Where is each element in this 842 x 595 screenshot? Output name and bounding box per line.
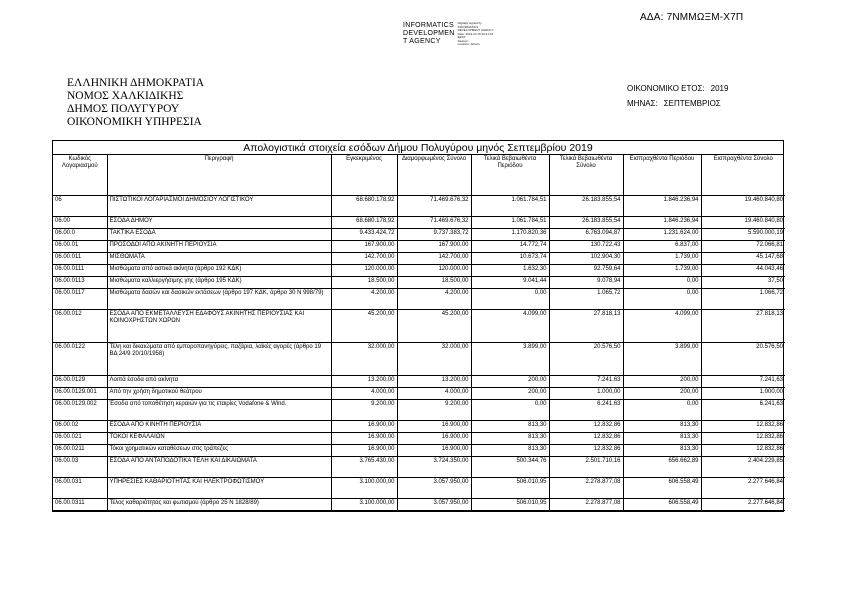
revenue-table	[53, 155, 785, 511]
certified-total-cell: 2.278.877,08	[549, 477, 623, 498]
adjusted-total-cell: 4.200,00	[397, 288, 471, 309]
column-header-certified-total: Τελικά Βεβαιωθέντα Σύνολο	[549, 155, 623, 195]
account-code-cell: 06.00.0311	[53, 498, 107, 510]
adjusted-total-cell: 32.000,00	[397, 342, 471, 375]
description-cell: ΠΡΟΣΟΔΟΙ ΑΠΟ ΑΚΙΝΗΤΗ ΠΕΡΙΟΥΣΙΑ	[107, 240, 331, 252]
approved-cell: 13.200,00	[331, 375, 397, 387]
column-header-approved: Εγκεκριμένος	[331, 155, 397, 195]
account-code-cell: 06.00.0129.001	[53, 387, 107, 399]
certified-total-cell: 1.065,72	[549, 288, 623, 309]
fiscal-year	[627, 81, 728, 96]
signature-detail-line: Date: 2019.10.15 09:21:16	[457, 31, 494, 36]
certified-period-cell: 10.673,74	[471, 252, 549, 264]
collected-total-cell: 6.241,63	[701, 399, 785, 420]
collected-period-cell: 813,30	[623, 420, 701, 432]
account-code-cell: 06.00.0	[53, 228, 107, 240]
description-cell: Μισθώματα από αστικά ακίνητα (άρθρο 192 ΚΔΚ)	[107, 264, 331, 276]
collected-total-cell: 19.460.840,80	[701, 216, 785, 228]
approved-cell: 142.700,00	[331, 252, 397, 264]
table-header-row	[53, 155, 785, 195]
certified-period-cell: 200,00	[471, 387, 549, 399]
collected-total-cell: 12.832,86	[701, 432, 785, 444]
approved-cell: 3.765.430,00	[331, 456, 397, 477]
certified-total-cell: 27.818,13	[549, 309, 623, 342]
certified-period-cell: 3.899,00	[471, 342, 549, 375]
adjusted-total-cell: 18.500,00	[397, 276, 471, 288]
approved-cell: 4.200,00	[331, 288, 397, 309]
account-code-cell: 06.00.0113	[53, 276, 107, 288]
approved-cell: 16.900,00	[331, 420, 397, 432]
description-cell: ΜΙΣΘΩΜΑΤΑ	[107, 252, 331, 264]
account-code-cell: 06.00.0122	[53, 342, 107, 375]
table-row	[53, 399, 785, 420]
table-row	[53, 309, 785, 342]
collected-total-cell: 7.241,63	[701, 375, 785, 387]
description-cell: Έσοδα από τοποθέτηση κεραιών για τις εταιρίες Vodafone & Wind.	[107, 399, 331, 420]
certified-period-cell: 1.061.784,51	[471, 195, 549, 216]
certified-total-cell: 92.759,64	[549, 264, 623, 276]
account-code-cell: 06.00.0211	[53, 444, 107, 456]
account-code-cell: 06.00.031	[53, 477, 107, 498]
certified-total-cell: 20.576,50	[549, 342, 623, 375]
column-header-collected-period: Εισπραχθέντα Περιόδου	[623, 155, 701, 195]
collected-period-cell: 200,00	[623, 387, 701, 399]
certified-total-cell: 130.722,43	[549, 240, 623, 252]
collected-period-cell: 6.837,00	[623, 240, 701, 252]
adjusted-total-cell: 45.200,00	[397, 309, 471, 342]
column-header-certified-period: Τελικά Βεβαιωθέντα Περιόδου	[471, 155, 549, 195]
approved-cell: 9.433.424,72	[331, 228, 397, 240]
collected-total-cell: 2.277.646,84	[701, 498, 785, 510]
collected-period-cell: 813,30	[623, 444, 701, 456]
column-header-collected-total: Εισπραχθέντα Σύνολο	[701, 155, 785, 195]
description-cell: ΕΣΟΔΑ ΑΠΟ ΑΝΤΑΠΟΔΟΤΙΚΑ ΤΕΛΗ ΚΑΙ ΔΙΚΑΙΩΜΑΤΑ	[107, 456, 331, 477]
adjusted-total-cell: 71.469.676,32	[397, 216, 471, 228]
adjusted-total-cell: 4.000,00	[397, 387, 471, 399]
table-row	[53, 498, 785, 510]
account-code-cell: 06.00.03	[53, 456, 107, 477]
column-header-account-code: Κωδικός Λογαριασμού	[53, 155, 107, 195]
table-row	[53, 228, 785, 240]
adjusted-total-cell: 9.737.383,72	[397, 228, 471, 240]
table-row	[53, 264, 785, 276]
adjusted-total-cell: 167.900,00	[397, 240, 471, 252]
table-row	[53, 240, 785, 252]
report-meta	[627, 81, 728, 111]
adjusted-total-cell: 3.724.350,00	[397, 456, 471, 477]
collected-total-cell: 12.832,86	[701, 420, 785, 432]
collected-total-cell: 2.277.646,84	[701, 477, 785, 498]
signature-detail-line: INFORMATICS	[457, 24, 479, 29]
description-cell: ΕΣΟΔΑ ΑΠΟ ΕΚΜΕΤΑΛΛΕΥΣΗ ΕΔΑΦΟΥΣ ΑΚΙΝΗΤΗΣ ΠΕΡΙΟΥΣΙΑΣ ΚΑΙ ΚΟΙΝΟΧΡΗΣΤΩΝ ΧΩΡΩΝ	[107, 309, 331, 342]
account-code-cell: 06.00.021	[53, 432, 107, 444]
certified-period-cell: 500.344,76	[471, 456, 549, 477]
table-body	[53, 195, 785, 510]
adjusted-total-cell: 16.900,00	[397, 432, 471, 444]
collected-period-cell: 3.899,00	[623, 342, 701, 375]
certified-total-cell: 26.183.855,54	[549, 216, 623, 228]
fiscal-year-value: 2019	[710, 84, 729, 93]
table-row	[53, 444, 785, 456]
certified-period-cell: 1.632,30	[471, 264, 549, 276]
account-code-cell: 06.00.012	[53, 309, 107, 342]
certified-total-cell: 12.832,86	[549, 420, 623, 432]
account-code-cell: 06.00.0129.002	[53, 399, 107, 420]
account-code-cell: 06.00	[53, 216, 107, 228]
approved-cell: 68.680.178,92	[331, 216, 397, 228]
report-month-label: ΜΗΝΑΣ:	[627, 99, 658, 108]
certified-total-cell: 26.183.855,54	[549, 195, 623, 216]
collected-period-cell: 813,30	[623, 432, 701, 444]
certified-period-cell: 200,00	[471, 375, 549, 387]
certified-total-cell: 9.078,94	[549, 276, 623, 288]
signature-detail-line: DEVELOPMENT AGENCY	[457, 28, 494, 32]
column-header-adjusted-total: Διαμορφωμένος Σύνολο	[397, 155, 471, 195]
signature-org-line: DEVELOPMEN	[403, 30, 455, 37]
table-row	[53, 288, 785, 309]
approved-cell: 16.900,00	[331, 432, 397, 444]
certified-period-cell: 1.061.784,51	[471, 216, 549, 228]
approved-cell: 3.100.000,00	[331, 498, 397, 510]
adjusted-total-cell: 120.000,00	[397, 264, 471, 276]
description-cell: Μισθώματα δασών και δασικών εκτάσεων (άρθρο 197 ΚΔΚ, άρθρο 30 Ν 998/79)	[107, 288, 331, 309]
certified-period-cell: 14.772,74	[471, 240, 549, 252]
account-code-cell: 06	[53, 195, 107, 216]
collected-period-cell: 0,00	[623, 276, 701, 288]
issuer-block	[67, 77, 204, 129]
collected-total-cell: 12.832,86	[701, 444, 785, 456]
table-row	[53, 342, 785, 375]
collected-period-cell: 1.846.236,94	[623, 216, 701, 228]
certified-total-cell: 12.832,86	[549, 444, 623, 456]
description-cell: ΠΙΣΤΩΤΙΚΟΙ ΛΟΓΑΡΙΑΣΜΟΙ ΔΗΜΟΣΙΟΥ ΛΟΓΙΣΤΙΚΟΥ	[107, 195, 331, 216]
approved-cell: 167.900,00	[331, 240, 397, 252]
revenue-report	[52, 140, 784, 512]
adjusted-total-cell: 3.057.950,00	[397, 498, 471, 510]
collected-total-cell: 27.818,13	[701, 309, 785, 342]
account-code-cell: 06.00.0111	[53, 264, 107, 276]
certified-total-cell: 2.501.710,16	[549, 456, 623, 477]
table-row	[53, 456, 785, 477]
approved-cell: 68.680.178,92	[331, 195, 397, 216]
table-row	[53, 195, 785, 216]
description-cell: ΕΣΟΔΑ ΔΗΜΟΥ	[107, 216, 331, 228]
account-code-cell: 06.00.0117	[53, 288, 107, 309]
approved-cell: 120.000,00	[331, 264, 397, 276]
description-cell: Τέλη και δικαιώματα από εμποροπανηγύρεις, παζάρια, λαϊκές αγορές (άρθρο 19 ΒΔ 24/9 20/10/1958)	[107, 342, 331, 375]
certified-total-cell: 1.000,00	[549, 387, 623, 399]
adjusted-total-cell: 13.200,00	[397, 375, 471, 387]
adjusted-total-cell: 16.900,00	[397, 444, 471, 456]
collected-period-cell: 606.558,49	[623, 498, 701, 510]
certified-period-cell: 813,30	[471, 420, 549, 432]
collected-period-cell: 200,00	[623, 375, 701, 387]
table-row	[53, 216, 785, 228]
collected-total-cell: 2.404.229,85	[701, 456, 785, 477]
table-row	[53, 276, 785, 288]
signature-detail-line: Location: Athens	[457, 42, 480, 46]
description-cell: ΥΠΗΡΕΣΙΕΣ ΚΑΘΑΡΙΟΤΗΤΑΣ ΚΑΙ ΗΛΕΚΤΡΟΦΩΤΙΣΜΟΥ	[107, 477, 331, 498]
certified-period-cell: 9.041,44	[471, 276, 549, 288]
collected-total-cell: 45.147,68	[701, 252, 785, 264]
account-code-cell: 06.00.0129	[53, 375, 107, 387]
certified-total-cell: 6.241,63	[549, 399, 623, 420]
table-row	[53, 375, 785, 387]
report-month-value: ΣΕΠΤΕΜΒΡΙΟΣ	[663, 99, 721, 108]
signature-detail-line: EEST	[457, 35, 466, 39]
collected-total-cell: 44.043,46	[701, 264, 785, 276]
collected-total-cell: 37,50	[701, 276, 785, 288]
certified-period-cell: 813,30	[471, 432, 549, 444]
report-title: Απολογιστικά στοιχεία εσόδων Δήμου Πολυγύρου μηνός Σεπτεμβρίου 2019	[53, 141, 783, 155]
description-cell: ΤΑΚΤΙΚΑ ΕΣΟΔΑ	[107, 228, 331, 240]
collected-period-cell: 4.099,00	[623, 309, 701, 342]
certified-total-cell: 2.278.877,08	[549, 498, 623, 510]
certified-period-cell: 0,00	[471, 288, 549, 309]
description-cell: Τέλος καθαριότητας και φωτισμού (άρθρο 25 Ν 1828/89)	[107, 498, 331, 510]
adjusted-total-cell: 142.700,00	[397, 252, 471, 264]
fiscal-year-label: ΟΙΚΟΝΟΜΙΚΟ ΕΤΟΣ:	[627, 84, 705, 93]
collected-period-cell: 0,00	[623, 399, 701, 420]
description-cell: Λοιπά έσοδα από ακίνητα	[107, 375, 331, 387]
collected-period-cell: 656.662,89	[623, 456, 701, 477]
signature-org-line: INFORMATICS	[403, 22, 455, 29]
certified-total-cell: 6.763.094,87	[549, 228, 623, 240]
certified-total-cell: 12.832,86	[549, 432, 623, 444]
table-row	[53, 420, 785, 432]
issuer-line: ΔΗΜΟΣ ΠΟΛΥΓΥΡΟΥ	[67, 103, 180, 115]
signature-detail-line: Reason:	[457, 38, 469, 43]
description-cell: ΕΣΟΔΑ ΑΠΟ ΚΙΝΗΤΗ ΠΕΡΙΟΥΣΙΑ	[107, 420, 331, 432]
collected-total-cell: 1.066,72	[701, 288, 785, 309]
signature-details	[458, 22, 528, 47]
issuer-line: ΕΛΛΗΝΙΚΗ ΔΗΜΟΚΡΑΤΙΑ	[67, 77, 205, 89]
approved-cell: 45.200,00	[331, 309, 397, 342]
issuer-line: ΝΟΜΟΣ ΧΑΛΚΙΔΙΚΗΣ	[67, 90, 184, 102]
collected-period-cell: 1.739,00	[623, 252, 701, 264]
digital-signature-stamp	[403, 22, 528, 47]
collected-total-cell: 72.066,81	[701, 240, 785, 252]
approved-cell: 16.900,00	[331, 444, 397, 456]
table-row	[53, 252, 785, 264]
column-header-description: Περιγραφή	[107, 155, 331, 195]
approved-cell: 4.000,00	[331, 387, 397, 399]
table-row	[53, 432, 785, 444]
certified-total-cell: 7.241,63	[549, 375, 623, 387]
adjusted-total-cell: 9.200,00	[397, 399, 471, 420]
certified-period-cell: 813,30	[471, 444, 549, 456]
certified-period-cell: 506.010,95	[471, 498, 549, 510]
collected-total-cell: 20.576,50	[701, 342, 785, 375]
collected-period-cell: 1.739,00	[623, 264, 701, 276]
certified-period-cell: 506.010,95	[471, 477, 549, 498]
collected-period-cell: 1.846.236,94	[623, 195, 701, 216]
approved-cell: 9.200,00	[331, 399, 397, 420]
description-cell: Από την χρήση δημοτικού θεάτρου	[107, 387, 331, 399]
ada-code: ΑΔΑ: 7ΝΜΜΩΞΜ-Χ7Π	[640, 12, 744, 23]
adjusted-total-cell: 3.057.950,00	[397, 477, 471, 498]
certified-total-cell: 102.904,30	[549, 252, 623, 264]
collected-total-cell: 19.460.840,80	[701, 195, 785, 216]
table-row	[53, 477, 785, 498]
collected-period-cell: 606.558,49	[623, 477, 701, 498]
adjusted-total-cell: 71.469.676,32	[397, 195, 471, 216]
account-code-cell: 06.00.02	[53, 420, 107, 432]
account-code-cell: 06.00.011	[53, 252, 107, 264]
collected-period-cell: 1.231.624,00	[623, 228, 701, 240]
description-cell: ΤΟΚΟΙ ΚΕΦΑΛΑΙΩΝ	[107, 432, 331, 444]
collected-period-cell: 0,00	[623, 288, 701, 309]
collected-total-cell: 1.000,00	[701, 387, 785, 399]
signature-detail-line: Digitally signed by	[457, 21, 482, 25]
collected-total-cell: 5.590.000,19	[701, 228, 785, 240]
table-row	[53, 387, 785, 399]
account-code-cell: 06.00.01	[53, 240, 107, 252]
description-cell: Τόκοι χρηματικών καταθέσεων στις τράπεζες	[107, 444, 331, 456]
certified-period-cell: 1.170.820,36	[471, 228, 549, 240]
adjusted-total-cell: 16.900,00	[397, 420, 471, 432]
issuer-line: ΟΙΚΟΝΟΜΙΚΗ ΥΠΗΡΕΣΙΑ	[67, 116, 202, 128]
approved-cell: 3.100.000,00	[331, 477, 397, 498]
signature-org-line: T AGENCY	[403, 38, 441, 45]
certified-period-cell: 0,00	[471, 399, 549, 420]
certified-period-cell: 4.099,00	[471, 309, 549, 342]
approved-cell: 18.500,00	[331, 276, 397, 288]
report-month	[627, 96, 728, 111]
approved-cell: 32.000,00	[331, 342, 397, 375]
signature-organization	[403, 22, 455, 47]
description-cell: Μισθώματα καλλιεργήσιμης γης (άρθρο 195 ΚΔΚ)	[107, 276, 331, 288]
